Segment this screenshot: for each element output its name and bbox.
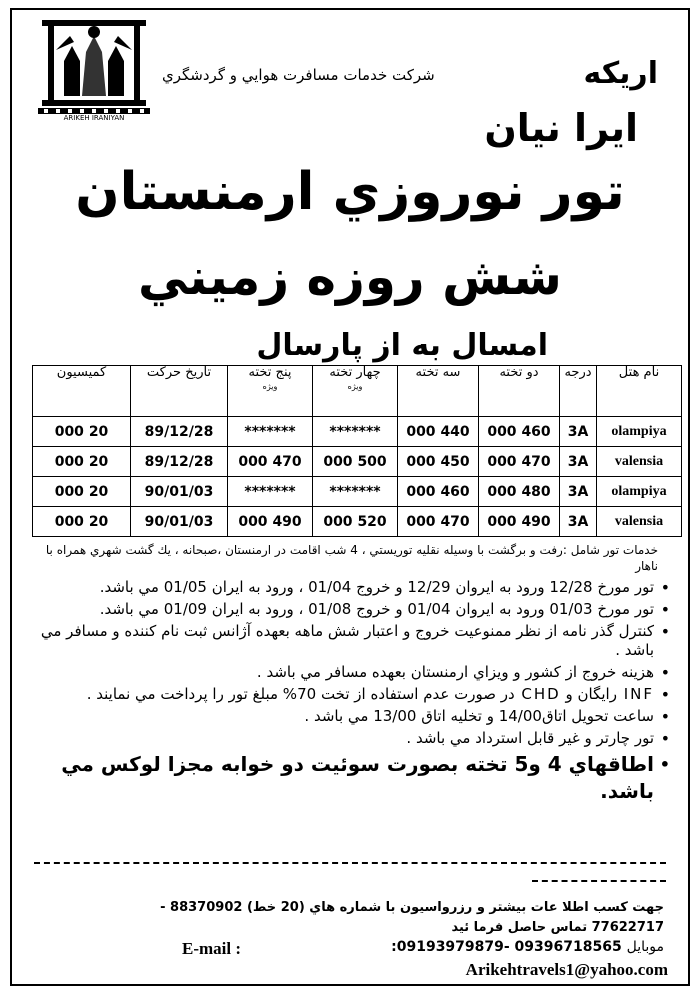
cell-grade: 3A <box>560 477 597 507</box>
cell-triple: 460 000 <box>398 477 479 507</box>
tour-services: خدمات تور شامل :رفت و برگشت با وسيله نقليه توريستي ، 4 شب اقامت در ارمنستان ،صبحانه ، يك گشت شهري همراه با ناهار <box>45 543 658 573</box>
cell-five: ******* <box>228 477 313 507</box>
header-quad-sub: ويژه <box>347 382 363 391</box>
note-item: • هزينه خروج از كشور و ويزاي ارمنستان بعهده مسافر مي باشد . <box>32 663 672 682</box>
brand-name: اريكه <box>583 56 658 91</box>
cell-double: 470 000 <box>479 447 560 477</box>
logo-emblem-icon <box>34 16 154 116</box>
cell-date: 89/12/28 <box>131 447 228 477</box>
contact-line: جهت كسب اطلا عات بيشتر و رزرواسيون با شماره هاي (20 خط) 88370902 - <box>160 900 664 915</box>
cell-triple: 440 000 <box>398 417 479 447</box>
cell-triple: 450 000 <box>398 447 479 477</box>
cell-quad: 500 000 <box>313 447 398 477</box>
slogan: امسال به از پارسال <box>256 328 548 363</box>
cell-hotel: valensia <box>597 507 682 537</box>
cell-hotel: valensia <box>597 447 682 477</box>
cell-date: 89/12/28 <box>131 417 228 447</box>
cell-grade: 3A <box>560 447 597 477</box>
email-address[interactable]: Arikehtravels1@yahoo.com <box>465 960 668 979</box>
cell-commission: 20 000 <box>33 447 131 477</box>
cell-grade: 3A <box>560 417 597 447</box>
cell-five: 470 000 <box>228 447 313 477</box>
header-five: پنج تخته ويژه <box>228 366 313 417</box>
cell-quad: ******* <box>313 477 398 507</box>
price-table <box>32 365 682 537</box>
cell-quad: ******* <box>313 417 398 447</box>
cell-five: 490 000 <box>228 507 313 537</box>
company-logo <box>34 16 154 128</box>
table-row <box>33 417 682 447</box>
note-item: • تور مورخ 01/03 ورود به ايروان 01/04 و خروج 01/08 ، ورود به ايران 01/09 مي باشد. <box>32 600 672 619</box>
mobile-line <box>391 939 664 955</box>
note-item-highlight: • اطاقهاي 4 و5 تخته بصورت سوئيت دو خوابه مجزا لوكس مي باشد. <box>32 751 672 805</box>
table-row <box>33 447 682 477</box>
tour-notes <box>32 578 672 808</box>
cell-commission: 20 000 <box>33 507 131 537</box>
table-header-row <box>33 366 682 417</box>
contact-info <box>32 898 664 938</box>
contact-line: 77622717 تماس حاصل فرما ئيد <box>451 920 664 935</box>
header-double: دو تخته <box>479 366 560 417</box>
email-label: E-mail : <box>182 939 242 958</box>
cell-grade: 3A <box>560 507 597 537</box>
cell-commission: 20 000 <box>33 417 131 447</box>
logo-caption: ARIKEH IRANIYAN <box>63 114 125 122</box>
note-item: • ساعت تحويل اتاق14/00 و تخليه اتاق 13/00 مي باشد . <box>32 707 672 726</box>
divider <box>532 880 666 882</box>
header-five-sub: ويژه <box>262 382 278 391</box>
note-item: • تور مورخ 12/28 ورود به ايروان 12/29 و خروج 01/04 ، ورود به ايران 01/05 مي باشد. <box>32 578 672 597</box>
cell-date: 90/01/03 <box>131 507 228 537</box>
table-row <box>33 477 682 507</box>
cell-hotel: olampiya <box>597 477 682 507</box>
header-triple: سه تخته <box>398 366 479 417</box>
cell-quad: 520 000 <box>313 507 398 537</box>
company-line: شركت خدمات مسافرت هوايي و گردشگري <box>162 66 435 84</box>
note-item: • INF رايگان و CHD در صورت عدم استفاده از تخت 70% مبلغ تور را پرداخت مي نمايند . <box>32 685 672 704</box>
header-commission: كميسيون <box>33 366 131 417</box>
note-item: • كنترل گذر نامه از نظر ممنوعيت خروج و اعتبار شش ماهه بعهده آژانس ثبت نام كننده و مسافر مي باشد . <box>32 622 672 660</box>
header-quad: چهار تخته ويژه <box>313 366 398 417</box>
header-date: تاريخ حركت <box>131 366 228 417</box>
cell-double: 490 000 <box>479 507 560 537</box>
divider <box>34 862 666 864</box>
tour-duration-headline: شش روزه زميني <box>138 248 562 306</box>
cell-commission: 20 000 <box>33 477 131 507</box>
cell-triple: 470 000 <box>398 507 479 537</box>
cell-five: ******* <box>228 417 313 447</box>
header-hotel: نام هتل <box>597 366 682 417</box>
mobile-label: موبايل <box>626 939 664 955</box>
cell-date: 90/01/03 <box>131 477 228 507</box>
cell-hotel: olampiya <box>597 417 682 447</box>
table-row <box>33 507 682 537</box>
note-item: • تور چارتر و غير قابل استرداد مي باشد . <box>32 729 672 748</box>
tour-headline: تور نوروزي ارمنستان <box>75 162 625 222</box>
cell-double: 460 000 <box>479 417 560 447</box>
flyer-page <box>10 8 690 986</box>
header-grade: درجه <box>560 366 597 417</box>
cell-double: 480 000 <box>479 477 560 507</box>
mobile-numbers: :09193979879- 09396718565 <box>391 939 622 955</box>
company-subname: ايرا نيان <box>484 106 638 150</box>
